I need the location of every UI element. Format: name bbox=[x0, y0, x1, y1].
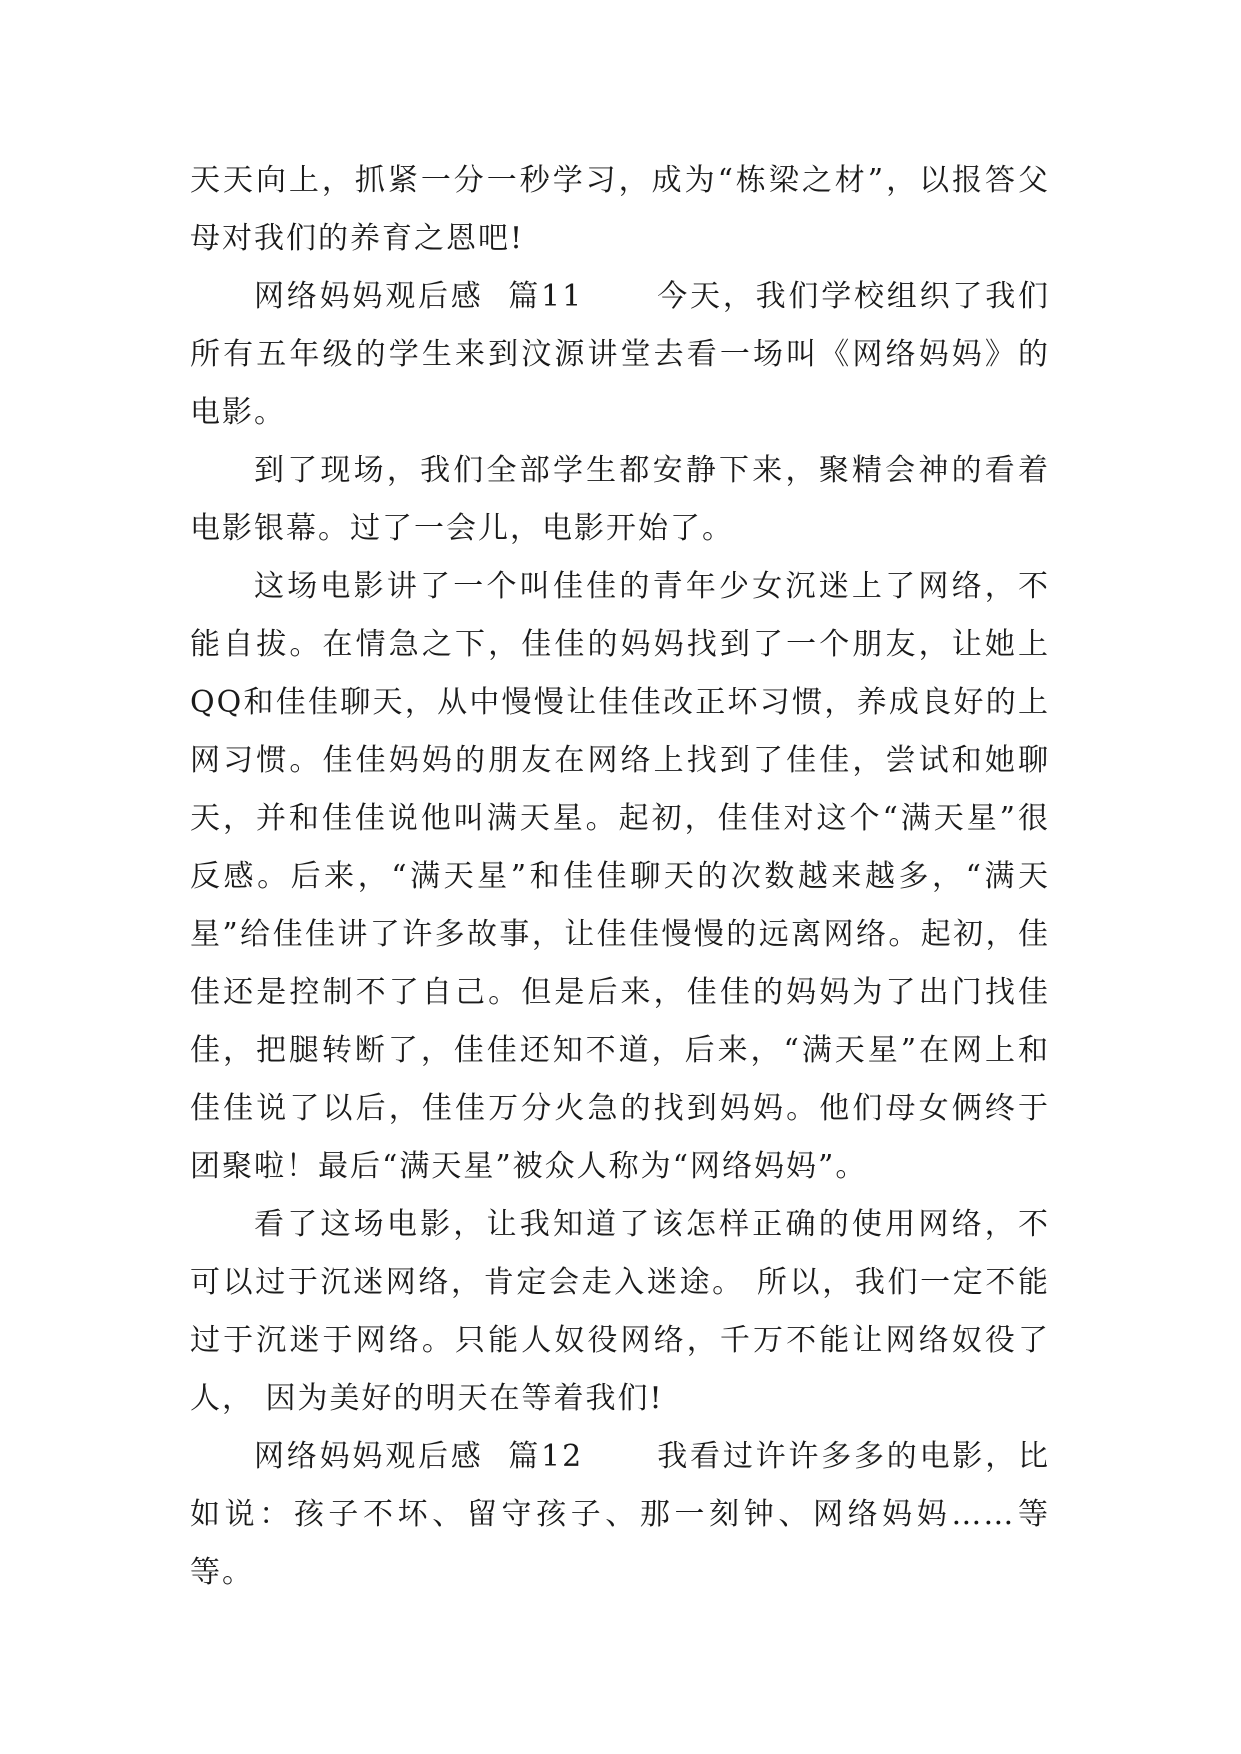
paragraph-1: 天天向上，抓紧一分一秒学习，成为“栋梁之材”，以报答父母对我们的养育之恩吧! bbox=[190, 163, 1050, 256]
paragraph-4: 这场电影讲了一个叫佳佳的青年少女沉迷上了网络，不能自拔。在情急之下，佳佳的妈妈找到了一个朋友，让她上QQ和佳佳聊天，从中慢慢让佳佳改正坏习惯，养成良好的上网习惯。佳佳妈妈的朋友在网络上找到了佳佳，尝试和她聊天，并和佳佳说他叫满天星。起初，佳佳对这个“满天星”很反感。后来，“满天星”和佳佳聊天的次数越来越多，“满天星”给佳佳讲了许多故事，让佳佳慢慢的远离网络。起初，佳佳还是控制不了自己。但是后来，佳佳的妈妈为了出门找佳佳，把腿转断了，佳佳还知不道，后来，“满天星”在网上和佳佳说了以后，佳佳万分火急的找到妈妈。他们母女俩终于团聚啦！最后“满天星”被众人称为“网络妈妈”。 bbox=[190, 569, 1050, 1184]
paragraph-5: 看了这场电影，让我知道了该怎样正确的使用网络，不可以过于沉迷网络，肯定会走入迷途。 所以，我们一定不能过于沉迷于网络。只能人奴役网络，千万不能让网络奴役了人， 因为美好的明天在等着我们! bbox=[190, 1207, 1050, 1416]
paragraph-2: 网络妈妈观后感 篇11 今天，我们学校组织了我们所有五年级的学生来到汶源讲堂去看一场叫《网络妈妈》的电影。 bbox=[190, 279, 1050, 430]
paragraph-3: 到了现场，我们全部学生都安静下来，聚精会神的看着电影银幕。过了一会儿，电影开始了。 bbox=[190, 453, 1050, 546]
paragraph-6: 网络妈妈观后感 篇12 我看过许许多多的电影，比如说：孩子不坏、留守孩子、那一刻钟、网络妈妈……等等。 bbox=[190, 1439, 1050, 1590]
document-body bbox=[190, 152, 1050, 1602]
